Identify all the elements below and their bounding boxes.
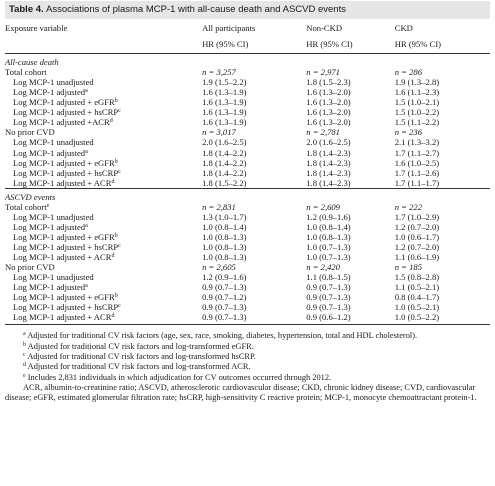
- row-label: [5, 242, 202, 252]
- hr-cell: 1.1 (0.5–2.1): [394, 282, 440, 293]
- group-label-text: Total cohort: [5, 201, 47, 212]
- row-label: [5, 117, 202, 127]
- group-n-cell: n = 2,609: [306, 201, 340, 212]
- hr-cell: 1.3 (1.0–1.7): [202, 211, 247, 222]
- hr-cell: 1.0 (0.8–1.3): [306, 231, 351, 242]
- row-label-text: Log MCP-1 unadjusted: [13, 77, 94, 88]
- footnote: [5, 362, 490, 372]
- row-label: [5, 312, 202, 325]
- row-label: [5, 148, 202, 158]
- group-n-cell: n = 236: [394, 127, 423, 138]
- hr-cell: 1.8 (1.5–2.2): [202, 177, 247, 188]
- footnote-marker: c: [118, 303, 121, 310]
- group-n-cell: n = 3,017: [202, 127, 236, 138]
- footnote-marker: d: [23, 362, 26, 369]
- group-row: [5, 127, 490, 137]
- group-label-text: No prior CVD: [5, 262, 55, 273]
- row-label-text: Log MCP-1 adjusted + hsCRP: [13, 241, 119, 252]
- table-row: [5, 222, 490, 232]
- footnote-marker: b: [114, 293, 118, 300]
- row-label: [5, 97, 202, 107]
- table-row: [5, 252, 490, 262]
- footnote-marker: a: [85, 283, 88, 290]
- footnote-marker: d: [111, 178, 115, 185]
- row-label-text: Log MCP-1 adjusted + ACR: [13, 251, 112, 262]
- group-n-cell: n = 3,257: [202, 67, 236, 78]
- header-hr-all: HR (95% CI): [202, 36, 306, 54]
- group-n-cell: n = 2,605: [202, 262, 236, 273]
- header-ckd: CKD: [394, 23, 413, 33]
- hr-cell: 1.7 (1.1–2.7): [394, 147, 440, 158]
- row-label: [5, 252, 202, 262]
- header-row-top: [5, 19, 490, 36]
- footnote-text: Adjusted for traditional CV risk factors and log-transformed ACR.: [27, 362, 251, 372]
- table-row: [5, 212, 490, 222]
- hr-cell: 1.0 (0.8–1.3): [202, 231, 247, 242]
- table-row: [5, 137, 490, 147]
- hr-cell: 1.9 (1.5–2.2): [202, 77, 247, 88]
- row-label-text: Log MCP-1 adjusted + hsCRP: [13, 302, 119, 313]
- hr-cell: 1.0 (0.7–1.3): [306, 251, 351, 262]
- row-label-text: Log MCP-1 unadjusted: [13, 137, 94, 148]
- row-label: [5, 137, 202, 147]
- footnote-marker: d: [111, 313, 115, 320]
- table-row: [5, 312, 490, 325]
- hr-cell: 1.5 (1.0–2.1): [394, 97, 440, 108]
- row-label: [5, 282, 202, 292]
- hr-cell: 1.6 (1.3–1.9): [202, 107, 247, 118]
- hr-cell: 1.8 (1.4–2.2): [202, 157, 247, 168]
- group-label-text: Total cohort: [5, 67, 47, 78]
- hr-cell: 1.8 (1.5–2.3): [306, 77, 351, 88]
- abbreviations: ACR, albumin-to-creatinine ratio; ASCVD, atherosclerotic cardiovascular disease; CKD, chronic kidney disease; CVD, cardiovascular disease; eGFR, estimated glomerular filtration rate; hsCRP, high-sensitivity C reactive protein; MCP-1, monocyte chemoattractant protein-1.: [5, 382, 477, 403]
- hr-cell: 1.2 (0.7–2.0): [394, 241, 440, 252]
- footnote-marker: b: [23, 341, 26, 348]
- hr-cell: 0.9 (0.7–1.2): [202, 292, 247, 303]
- hr-cell: 1.0 (0.8–1.3): [202, 251, 247, 262]
- hr-cell: 0.9 (0.7–1.3): [306, 292, 351, 303]
- hr-cell: 0.9 (0.7–1.3): [306, 302, 351, 313]
- footnote: [5, 373, 490, 383]
- footnote-marker: a: [85, 88, 88, 95]
- hr-cell: 1.8 (1.4–2.2): [202, 167, 247, 178]
- row-label-text: Log MCP-1 adjusted + eGFR: [13, 231, 115, 242]
- section-title: ASCVD events: [5, 188, 490, 202]
- hr-cell: 1.2 (0.9–1.6): [202, 272, 247, 283]
- table-row: [5, 282, 490, 292]
- row-label-text: Log MCP-1 adjusted + hsCRP: [13, 107, 119, 118]
- hr-cell: 1.0 (0.5–2.2): [395, 312, 490, 325]
- hr-cell: 1.6 (1.3–2.0): [306, 107, 351, 118]
- hr-cell: 1.6 (1.3–1.9): [202, 87, 247, 98]
- row-label-text: Log MCP-1 adjusted + ACR: [13, 177, 112, 188]
- section-row: [5, 188, 490, 202]
- hr-cell: 1.9 (1.3–2.8): [394, 77, 440, 88]
- hr-cell: 1.7 (1.1–1.7): [394, 177, 440, 188]
- footnote-marker: c: [118, 168, 121, 175]
- footnote-text: Adjusted for traditional CV risk factors (age, sex, race, smoking, diabetes, hypertension, total and HDL cholesterol).: [27, 331, 418, 341]
- hr-cell: 1.8 (1.4–2.3): [306, 157, 351, 168]
- table-title: Associations of plasma MCP-1 with all-cause death and ASCVD events: [46, 4, 346, 15]
- group-n-cell: n = 2,831: [202, 201, 236, 212]
- hr-cell: 0.9 (0.7–1.3): [202, 302, 247, 313]
- row-label-text: Log MCP-1 adjusted + eGFR: [13, 292, 115, 303]
- hr-cell: 1.0 (0.5–2.1): [394, 302, 440, 313]
- hr-cell: 1.2 (0.9–1.6): [306, 211, 351, 222]
- hr-cell: 1.0 (0.6–1.7): [394, 231, 440, 242]
- table-footnotes: [5, 331, 490, 403]
- footnote-marker: d: [111, 252, 115, 259]
- group-n-cell: n = 2,971: [306, 67, 340, 78]
- table-row: [5, 232, 490, 242]
- table-row: [5, 302, 490, 312]
- footnote-marker: a: [23, 331, 26, 338]
- hr-cell: 1.8 (1.4–2.3): [306, 177, 351, 188]
- group-row: [5, 202, 490, 212]
- row-label-text: Log MCP-1 adjusted + eGFR: [13, 157, 115, 168]
- table-row: [5, 168, 490, 178]
- footnote-text: Adjusted for traditional CV risk factors and log-transformed hsCRP.: [27, 351, 256, 361]
- row-label-text: Log MCP-1 adjusted: [13, 282, 86, 293]
- table-caption: [5, 1, 490, 19]
- table-row: [5, 77, 490, 87]
- hr-cell: 1.6 (1.3–2.0): [306, 87, 351, 98]
- header-hr-nonckd: HR (95% CI): [306, 36, 394, 54]
- footnote: [5, 352, 490, 362]
- row-label-text: Log MCP-1 adjusted: [13, 147, 86, 158]
- row-label: [5, 158, 202, 168]
- footnote-marker: b: [114, 158, 118, 165]
- row-label: [5, 292, 202, 302]
- hr-cell: 0.9 (0.7–1.3): [202, 312, 306, 325]
- row-label-text: Log MCP-1 adjusted + eGFR: [13, 97, 115, 108]
- row-label: [5, 168, 202, 178]
- hr-cell: 1.6 (1.3–2.0): [306, 97, 351, 108]
- footnote-marker: c: [23, 351, 26, 358]
- table-row: [5, 292, 490, 302]
- row-label: [5, 212, 202, 222]
- header-hr-ckd: HR (95% CI): [395, 36, 490, 54]
- header-exposure: Exposure variable: [5, 23, 68, 33]
- hr-cell: 0.8 (0.4–1.7): [394, 292, 440, 303]
- footnote: [5, 331, 490, 341]
- table-row: [5, 242, 490, 252]
- table-row: [5, 87, 490, 97]
- hr-cell: 0.9 (0.7–1.3): [306, 282, 351, 293]
- hr-cell: 1.6 (1.3–2.0): [306, 117, 351, 128]
- hr-cell: 0.9 (0.6–1.2): [306, 312, 394, 325]
- footnote-marker: e: [46, 202, 50, 209]
- footnote-marker: a: [85, 148, 88, 155]
- row-label: [5, 232, 202, 242]
- hr-cell: 1.8 (1.4–2.2): [202, 147, 247, 158]
- hr-cell: 1.7 (1.1–2.6): [394, 167, 440, 178]
- hr-cell: 1.2 (0.7–2.0): [394, 221, 440, 232]
- table-row: [5, 158, 490, 168]
- hr-cell: 1.1 (0.8–1.5): [306, 272, 351, 283]
- table-row: [5, 117, 490, 127]
- hr-cell: 1.6 (1.3–1.9): [202, 117, 247, 128]
- footnote-text: Includes 2,831 individuals in which adjudication for CV outcomes occurred through 2012.: [27, 372, 332, 382]
- table-label: Table 4.: [9, 4, 44, 15]
- footnote: [5, 342, 490, 352]
- group-label-text: No prior CVD: [5, 127, 55, 138]
- row-label-text: Log MCP-1 adjusted: [13, 87, 86, 98]
- hr-cell: 1.0 (0.7–1.3): [306, 241, 351, 252]
- hr-cell: 1.6 (1.3–1.9): [202, 97, 247, 108]
- hr-cell: 1.7 (1.0–2.9): [394, 211, 440, 222]
- hr-cell: 1.0 (0.8–1.3): [202, 241, 247, 252]
- group-label: [5, 67, 202, 77]
- hr-cell: 1.5 (1.0–2.2): [394, 107, 440, 118]
- header-row-bottom: [5, 36, 490, 54]
- group-n-cell: n = 2,781: [306, 127, 340, 138]
- table-body: [5, 54, 490, 325]
- group-row: [5, 262, 490, 272]
- header-all: All participants: [202, 23, 256, 33]
- table-row: [5, 148, 490, 158]
- footnote-marker: c: [118, 108, 121, 115]
- hr-cell: 1.1 (0.6–1.9): [394, 251, 440, 262]
- row-label: [5, 272, 202, 282]
- group-label: [5, 262, 202, 272]
- table-row: [5, 97, 490, 107]
- group-label: [5, 127, 202, 137]
- footnote-marker: b: [114, 98, 118, 105]
- hr-cell: 1.5 (0.8–2.8): [394, 272, 440, 283]
- row-label: [5, 222, 202, 232]
- row-label-text: Log MCP-1 adjusted + hsCRP: [13, 167, 119, 178]
- row-label: [5, 302, 202, 312]
- group-n-cell: n = 222: [394, 201, 423, 212]
- footnote-marker: d: [109, 118, 113, 125]
- section-row: [5, 54, 490, 68]
- hr-cell: 1.0 (0.8–1.4): [202, 221, 247, 232]
- hr-cell: 1.6 (1.1–2.3): [394, 87, 440, 98]
- group-n-cell: n = 286: [394, 67, 423, 78]
- header-nonckd: Non-CKD: [306, 23, 343, 33]
- hr-cell: 1.0 (0.8–1.4): [306, 221, 351, 232]
- footnote-marker: c: [118, 242, 121, 249]
- hr-cell: 1.8 (1.4–2.3): [306, 167, 351, 178]
- row-label-text: Log MCP-1 unadjusted: [13, 272, 94, 283]
- footnote-marker: b: [114, 232, 118, 239]
- row-label: [5, 107, 202, 117]
- group-row: [5, 67, 490, 77]
- hr-cell: 2.0 (1.6–2.5): [202, 137, 247, 148]
- row-label: [5, 178, 202, 189]
- hr-cell: 1.5 (1.1–2.2): [394, 117, 440, 128]
- hr-cell: 2.1 (1.3–3.2): [394, 137, 440, 148]
- group-label: [5, 202, 202, 212]
- group-n-cell: n = 2,420: [306, 262, 340, 273]
- row-label-text: Log MCP-1 adjusted: [13, 221, 86, 232]
- table-row: [5, 178, 490, 189]
- hr-cell: 2.0 (1.6–2.5): [306, 137, 351, 148]
- table-row: [5, 107, 490, 117]
- row-label: [5, 77, 202, 87]
- table-page: [0, 1, 495, 403]
- hr-cell: 0.9 (0.7–1.3): [202, 282, 247, 293]
- row-label-text: Log MCP-1 adjusted +ACR: [13, 117, 110, 128]
- footnote-text: Adjusted for traditional CV risk factors and log-transformed eGFR.: [27, 341, 254, 351]
- results-table: [5, 19, 490, 325]
- hr-cell: 1.8 (1.4–2.3): [306, 147, 351, 158]
- table-row: [5, 272, 490, 282]
- row-label-text: Log MCP-1 unadjusted: [13, 211, 94, 222]
- row-label-text: Log MCP-1 adjusted + ACR: [13, 312, 112, 323]
- hr-cell: 1.6 (1.0–2.5): [394, 157, 440, 168]
- row-label: [5, 87, 202, 97]
- footnote-marker: a: [85, 222, 88, 229]
- group-n-cell: n = 185: [394, 262, 423, 273]
- footnote-marker: e: [23, 372, 26, 379]
- section-title: All-cause death: [5, 57, 59, 68]
